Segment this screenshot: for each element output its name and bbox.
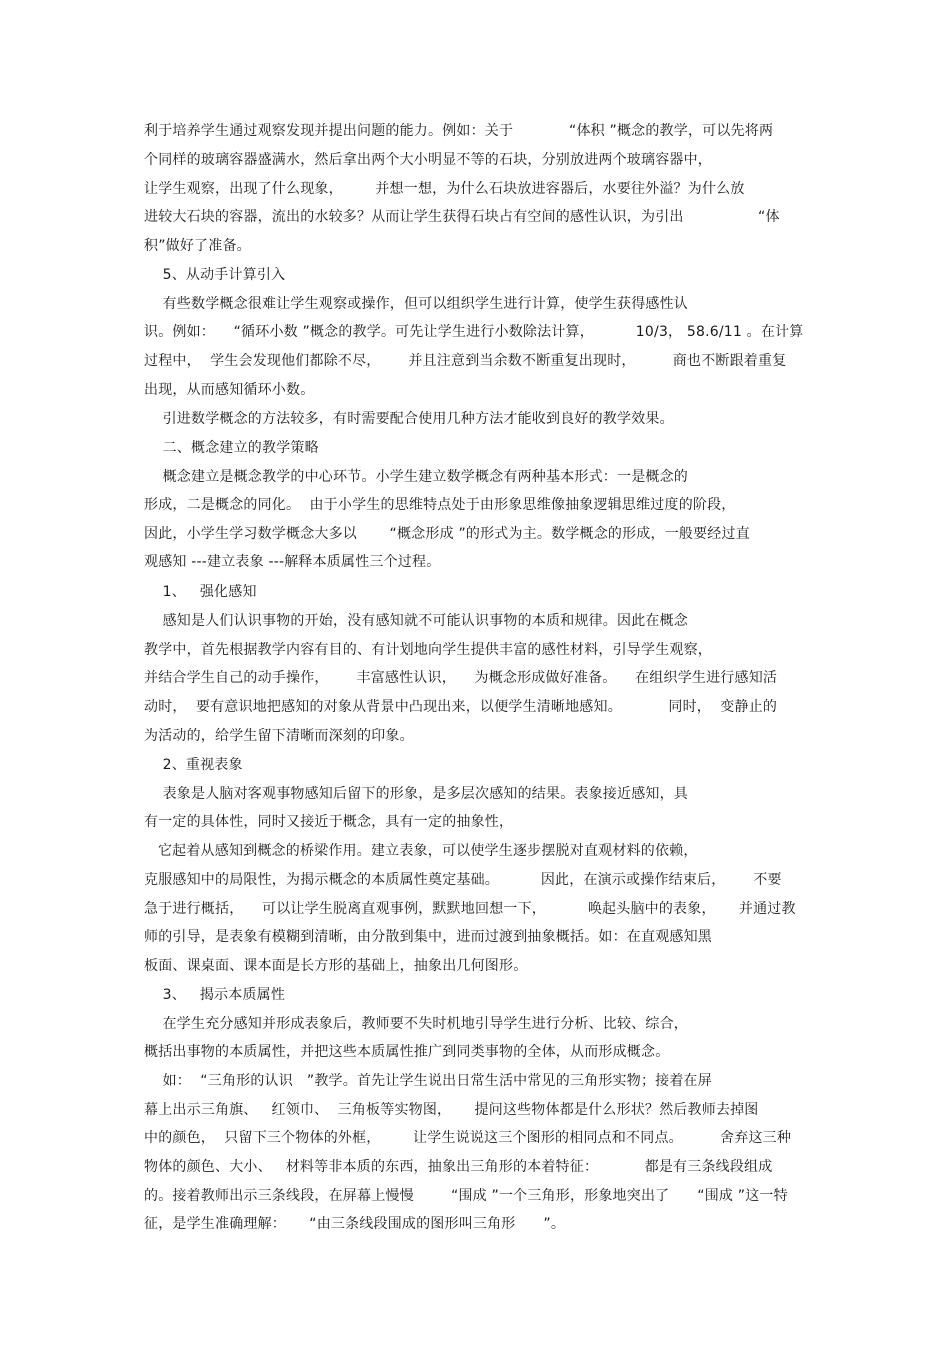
text-line: 急于进行概括， 可以让学生脱离直观事例，默默地回想一下， 唤起头脑中的表象， 并通过教 [144, 901, 796, 917]
text-line: 有一定的具体性，同时又接近于概念，具有一定的抽象性， [144, 814, 514, 830]
text-line: 中的颜色， 只留下三个物体的外框， 让学生说说这三个图形的相同点和不同点。 舍弃这三种 [144, 1130, 792, 1146]
text-line: 识。例如： “循环小数 ”概念的教学。可先让学生进行小数除法计算， 10/3， 58.6/11 。在计算 [144, 324, 804, 340]
text-line: 师的引导，是表象有模糊到清晰，由分散到集中，进而过渡到抽象概括。如：在直观感知黑 [144, 929, 712, 945]
text-line: 教学中，首先根据教学内容有目的、有计划地向学生提供丰富的感性材料，引导学生观察， [144, 642, 712, 658]
text-line: 概括出事物的本质属性，并把这些本质属性推广到同类事物的全体，从而形成概念。 [144, 1044, 670, 1060]
text-line: 积”做好了准备。 [144, 238, 251, 254]
text-line: 并结合学生自己的动手操作， 丰富感性认识， 为概念形成做好准备。 在组织学生进行感知活 [144, 670, 778, 686]
section-heading: 二、概念建立的教学策略 [144, 440, 319, 456]
text-line: 形成，二是概念的同化。 由于小学生的思维特点处于由形象思维像抽象逻辑思维过度的阶段， [144, 497, 736, 513]
text-line: 表象是人脑对客观事物感知后留下的形象，是多层次感知的结果。表象接近感知，具 [144, 786, 688, 802]
section-heading: 1、 强化感知 [144, 584, 257, 600]
text-line: 利于培养学生通过观察发现并提出问题的能力。例如：关于 “体积 ”概念的教学，可以先将两 [144, 123, 774, 139]
text-line: 动时， 要有意识地把感知的对象从背景中凸现出来，以便学生清晰地感知。 同时， 变静止的 [144, 699, 778, 715]
text-line: 进较大石块的容器，流出的水较多？从而让学生获得石块占有空间的感性认识，为引出 “体 [144, 209, 780, 225]
text-line: 如： “三角形的认识 ”教学。首先让学生说出日常生活中常见的三角形实物；接着在屏 [144, 1073, 712, 1089]
text-line: 出现，从而感知循环小数。 [144, 382, 315, 398]
text-line: 板面、课桌面、课本面是长方形的基础上，抽象出几何图形。 [144, 958, 528, 974]
text-line: 征，是学生准确理解： “由三条线段围成的图形叫三角形 ”。 [144, 1216, 566, 1232]
text-line: 引进数学概念的方法较多，有时需要配合使用几种方法才能收到良好的教学效果。 [144, 411, 674, 427]
section-heading: 3、 揭示本质属性 [144, 987, 286, 1003]
text-line: 让学生观察，出现了什么现象， 并想一想，为什么石块放进容器后，水要往外溢？为什么放 [144, 181, 745, 197]
text-line: 过程中， 学生会发现他们都除不尽， 并且注意到当余数不断重复出现时， 商也不断跟着重复 [144, 353, 787, 369]
text-line: 因此，小学生学习数学概念大多以 “概念形成 ”的形式为主。数学概念的形成，一般要经过直 [144, 526, 750, 542]
section-heading: 5、从动手计算引入 [144, 267, 286, 283]
text-line: 感知是人们认识事物的开始，没有感知就不可能认识事物的本质和规律。因此在概念 [144, 613, 688, 629]
text-line: 概念建立是概念教学的中心环节。小学生建立数学概念有两种基本形式：一是概念的 [144, 469, 688, 485]
text-line: 物体的颜色、大小、 材料等非本质的东西，抽象出三角形的本着特征： 都是有三条线段组成 [144, 1159, 773, 1175]
text-line: 它起着从感知到概念的桥梁作用。建立表象，可以使学生逐步摆脱对直观材料的依赖， [144, 843, 698, 859]
text-line: 个同样的玻璃容器盛满水，然后拿出两个大小明显不等的石块，分别放进两个玻璃容器中， [144, 152, 712, 168]
text-line: 观感知 ---建立表象 ---解释本质属性三个过程。 [144, 554, 441, 570]
text-line: 的。接着教师出示三条线段，在屏幕上慢慢 “围成 ”一个三角形，形象地突出了 “围成 ”这一特 [144, 1188, 788, 1204]
text-line: 幕上出示三角旗、 红领巾、 三角板等实物图， 提问这些物体都是什么形状？然后教师去掉图 [144, 1102, 759, 1118]
section-heading: 2、重视表象 [144, 757, 243, 773]
text-line: 为活动的，给学生留下清晰而深刻的印象。 [144, 728, 414, 744]
text-line: 有些数学概念很难让学生观察或操作，但可以组织学生进行计算，使学生获得感性认 [144, 296, 688, 312]
text-line: 克服感知中的局限性，为揭示概念的本质属性奠定基础。 因此，在演示或操作结束后， 不要 [144, 872, 782, 888]
text-line: 在学生充分感知并形成表象后，教师要不失时机地引导学生进行分析、比较、综合， [144, 1016, 688, 1032]
